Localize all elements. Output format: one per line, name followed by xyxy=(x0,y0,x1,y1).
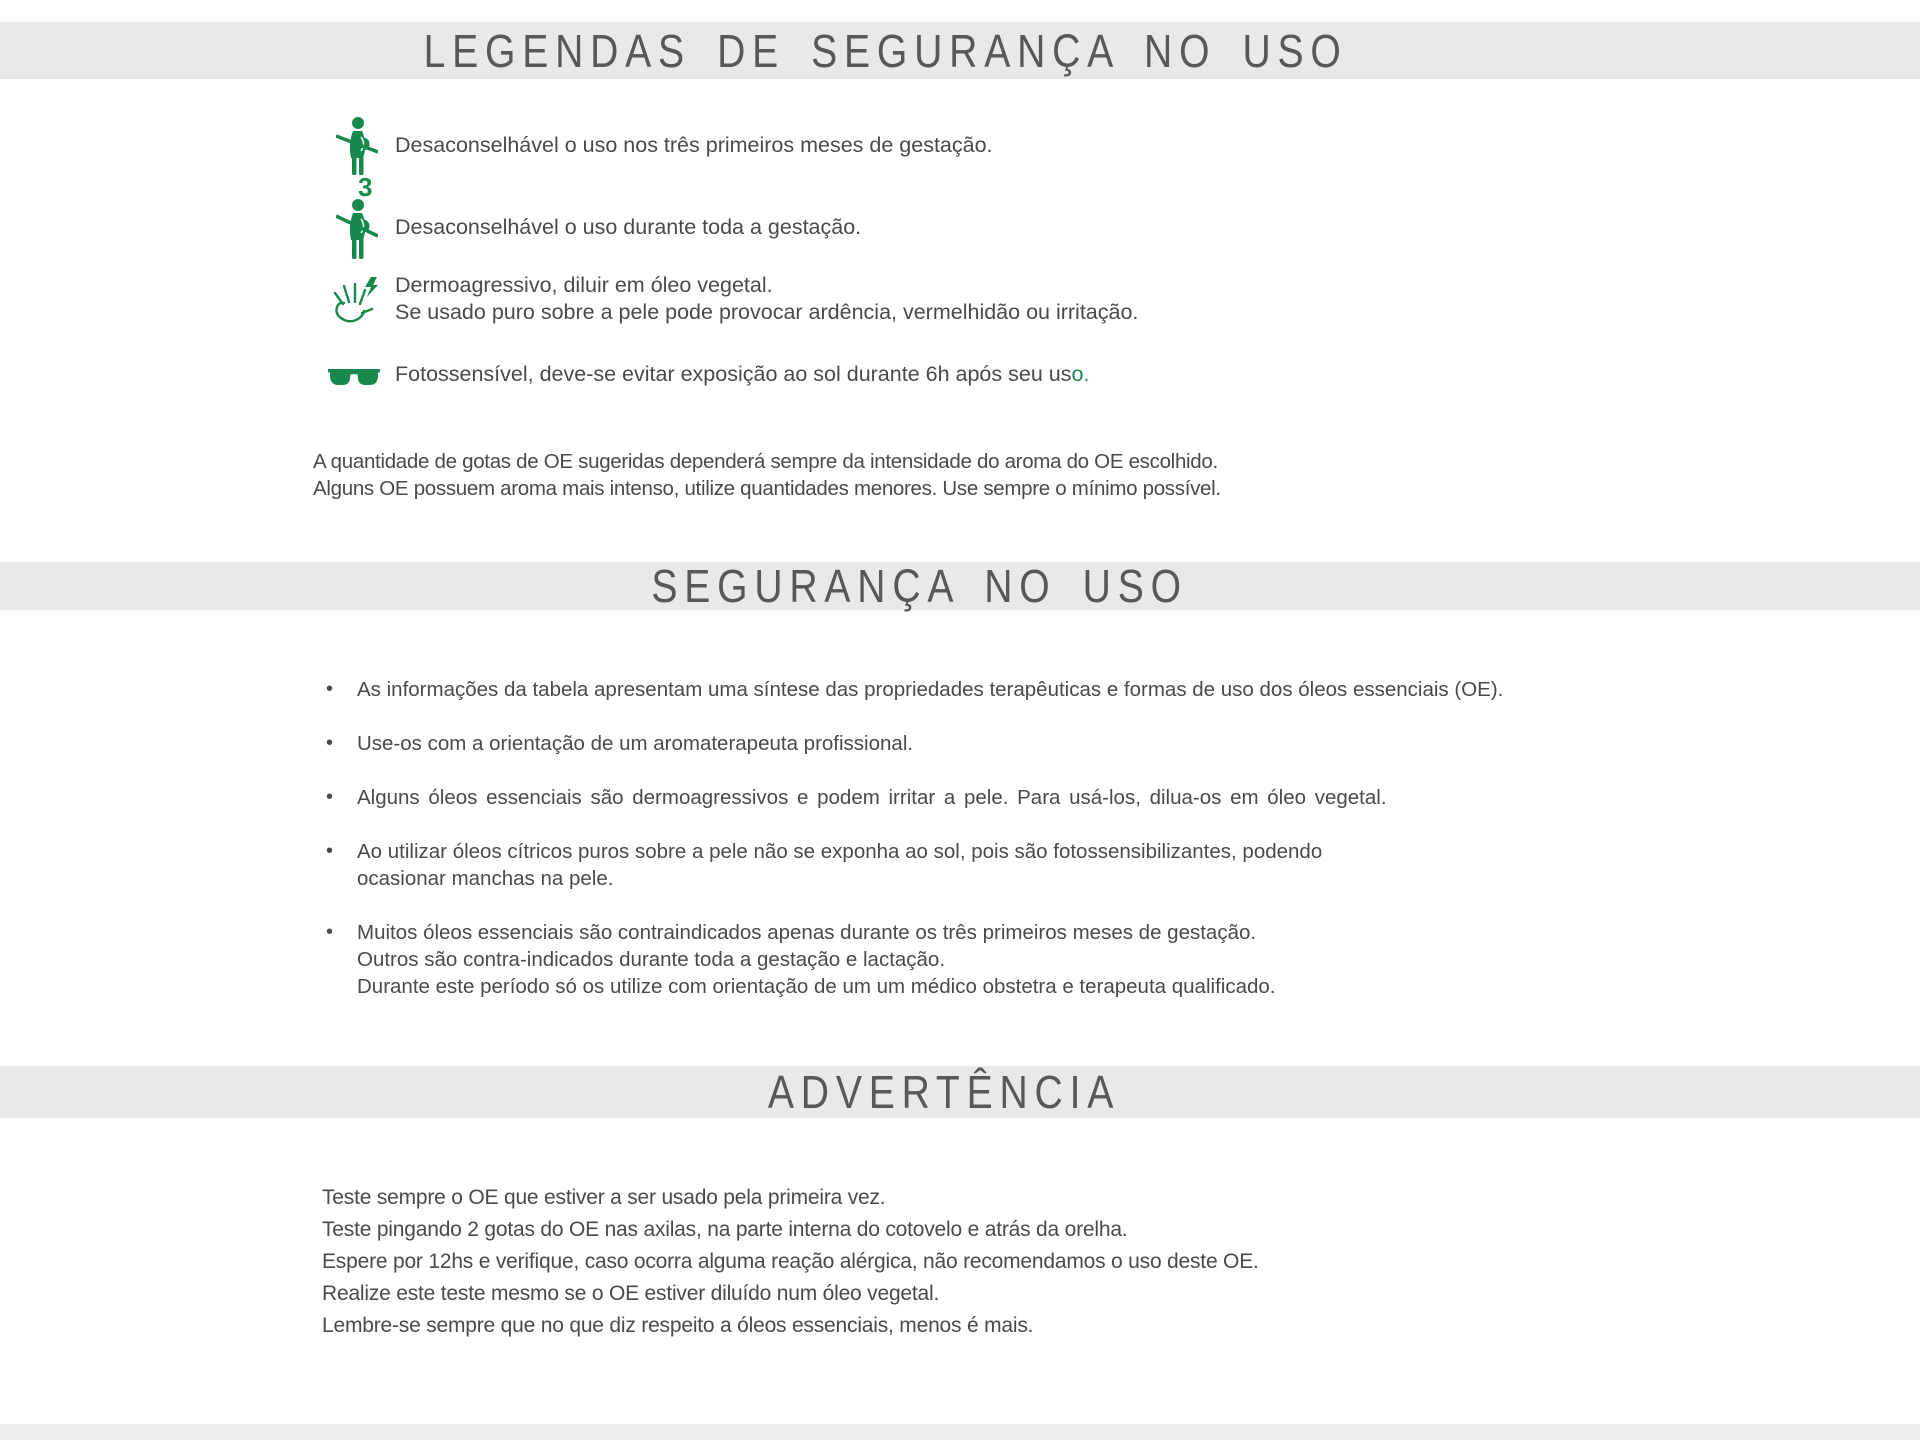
seguranca-section-title: SEGURANÇA NO USO xyxy=(651,560,1189,612)
hand-irritation-icon xyxy=(330,276,380,326)
legend-item-text xyxy=(395,272,1138,326)
legend-line: Desaconselhável o uso durante toda a gestação. xyxy=(395,215,862,239)
advertencia-paragraph xyxy=(322,1182,1259,1342)
sunglasses-icon xyxy=(328,366,380,390)
list-item xyxy=(326,676,1746,703)
advertencia-line: Espere por 12hs e verifique, caso ocorra alguma reação alérgica, não recomendamos o uso deste OE. xyxy=(322,1250,1259,1273)
bottom-gray-strip xyxy=(0,1424,1920,1440)
note-line: A quantidade de gotas de OE sugeridas dependerá sempre da intensidade do aroma do OE escolhido. xyxy=(313,450,1218,473)
bullet-line: Muitos óleos essenciais são contraindicados apenas durante os três primeiros meses de gestação. xyxy=(357,921,1257,944)
advertencia-section-header-band xyxy=(0,1066,1920,1118)
legend-item-text xyxy=(395,361,1089,388)
seguranca-bullet-list xyxy=(326,676,1746,1027)
legend-line: Dermoagressivo, diluir em óleo vegetal. xyxy=(395,273,773,297)
legend-item-text xyxy=(395,132,993,159)
bullet-line: Use-os com a orientação de um aromaterapeuta profissional. xyxy=(357,732,914,755)
bullet-line: ocasionar manchas na pele. xyxy=(357,867,614,890)
bullet-icon: • xyxy=(326,921,334,943)
legend-line xyxy=(395,361,1089,388)
advertencia-line: Teste pingando 2 gotas do OE nas axilas, na parte interna do cotovelo e atrás da orelha. xyxy=(322,1218,1128,1241)
advertencia-line: Lembre-se sempre que no que diz respeito a óleos essenciais, menos é mais. xyxy=(322,1314,1034,1337)
legend-section-header-band xyxy=(0,22,1920,79)
bullet-icon: • xyxy=(326,678,334,700)
lightning-bolt-icon xyxy=(365,277,378,297)
list-item xyxy=(326,919,1746,1000)
list-item xyxy=(326,730,1746,757)
legend-line-green-part: o. xyxy=(1071,362,1090,386)
bullet-line: Outros são contra-indicados durante toda a gestação e lactação. xyxy=(357,948,946,971)
three-months-badge: 3 xyxy=(358,172,373,200)
bullet-icon: • xyxy=(326,786,334,808)
note-line: Alguns OE possuem aroma mais intenso, utilize quantidades menores. Use sempre o mínimo possível. xyxy=(313,477,1221,500)
legend-section-title: LEGENDAS DE SEGURANÇA NO USO xyxy=(424,24,1349,77)
bullet-icon: • xyxy=(326,840,334,862)
advertencia-line: Teste sempre o OE que estiver a ser usado pela primeira vez. xyxy=(322,1186,886,1209)
advertencia-section-title: ADVERTÊNCIA xyxy=(767,1066,1120,1118)
advertencia-line: Realize este teste mesmo se o OE estiver diluído num óleo vegetal. xyxy=(322,1282,940,1305)
list-item xyxy=(326,784,1746,811)
seguranca-section-header-band xyxy=(0,562,1920,610)
list-item xyxy=(326,838,1746,892)
pregnant-first-trimester-icon xyxy=(336,116,378,200)
bullet-line: Ao utilizar óleos cítricos puros sobre a pele não se exponha ao sol, pois são fotossensibilizantes, podendo xyxy=(357,840,1323,863)
legend-line-gray-part: Fotossensível, deve-se evitar exposição ao sol durante 6h após seu us xyxy=(395,362,1072,386)
legend-item-text xyxy=(395,214,861,241)
bullet-icon: • xyxy=(326,732,334,754)
bullet-line: Durante este período só os utilize com orientação de um um médico obstetra e terapeuta qualificado. xyxy=(357,975,1276,998)
legend-note-paragraph xyxy=(313,448,1221,502)
legend-line: Desaconselhável o uso nos três primeiros meses de gestação. xyxy=(395,133,993,157)
pregnant-icon xyxy=(336,198,378,262)
legend-line: Se usado puro sobre a pele pode provocar ardência, vermelhidão ou irritação. xyxy=(395,300,1139,324)
bullet-line: Alguns óleos essenciais são dermoagressivos e podem irritar a pele. Para usá-los, dilua-os em óleo vegetal. xyxy=(357,786,1387,809)
bullet-line: As informações da tabela apresentam uma síntese das propriedades terapêuticas e formas de uso dos óleos essenciais (OE). xyxy=(357,678,1504,701)
